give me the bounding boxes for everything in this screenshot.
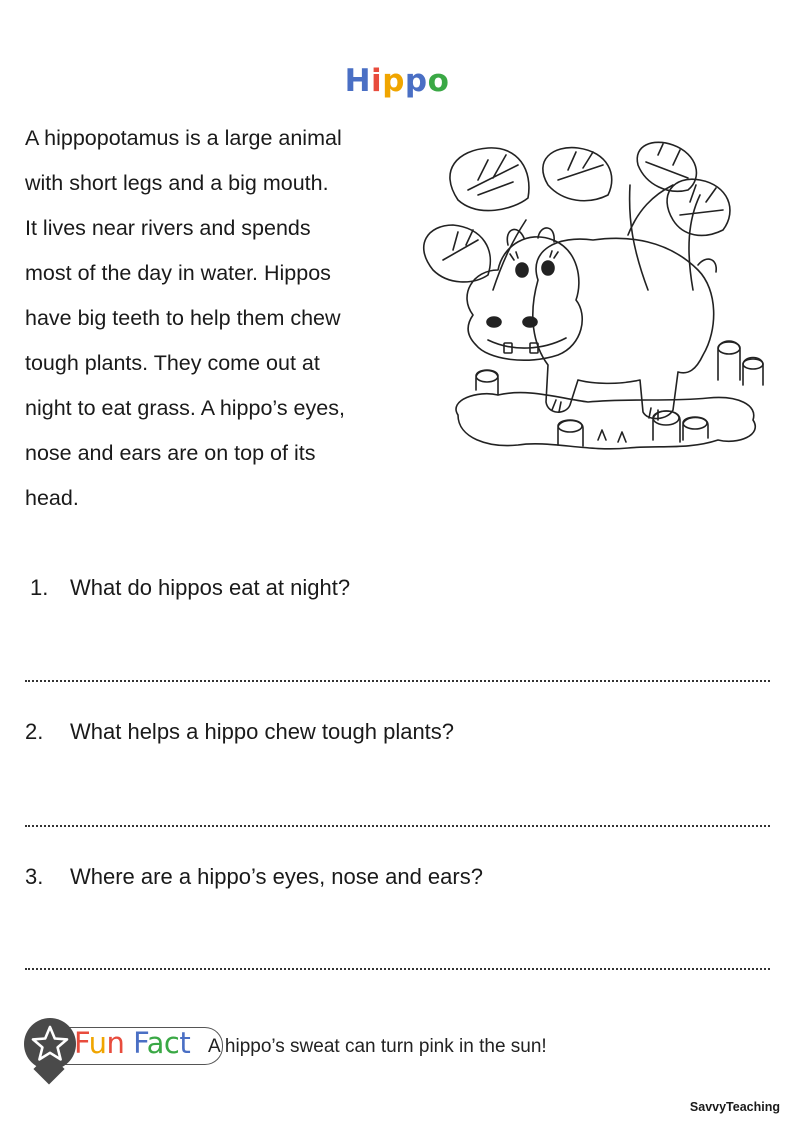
question-text: What do hippos eat at night? xyxy=(70,575,351,600)
question-number: 2. xyxy=(25,719,44,744)
fun-fact-text: A hippo’s sweat can turn pink in the sun! xyxy=(208,1036,547,1057)
fun-fact-letter xyxy=(124,1026,133,1060)
title-letter: p xyxy=(404,62,428,99)
passage-line: head. xyxy=(25,486,79,510)
fun-fact-letter: u xyxy=(88,1026,107,1060)
question-number: 1. xyxy=(30,575,49,600)
answer-line-2[interactable] xyxy=(25,825,770,827)
hippo-illustration xyxy=(418,140,778,480)
passage-line: most of the day in water. Hippos xyxy=(25,261,331,285)
fun-fact-letter: n xyxy=(106,1026,125,1060)
passage-line: night to eat grass. A hippo’s eyes, xyxy=(25,396,345,420)
question-text: What helps a hippo chew tough plants? xyxy=(70,719,455,744)
passage-line: have big teeth to help them chew xyxy=(25,306,341,330)
passage-line: with short legs and a big mouth. xyxy=(25,171,329,195)
fun-fact-label xyxy=(74,1026,190,1060)
reading-passage xyxy=(25,116,420,521)
star-icon xyxy=(28,1022,72,1066)
passage-line: tough plants. They come out at xyxy=(25,351,320,375)
title-letter: i xyxy=(371,62,383,99)
passage-line: A hippopotamus is a large animal xyxy=(25,126,342,150)
fun-fact-letter: F xyxy=(133,1026,147,1060)
title-letter: o xyxy=(427,62,450,99)
title-letter: H xyxy=(344,62,372,99)
fun-fact-box xyxy=(24,1014,604,1074)
fun-fact-letter: F xyxy=(74,1026,89,1060)
question-number: 3. xyxy=(25,864,44,889)
passage-line: It lives near rivers and spends xyxy=(25,216,311,240)
title-letter: p xyxy=(382,62,405,99)
question-text: Where are a hippo’s eyes, nose and ears? xyxy=(70,864,483,889)
passage-line: nose and ears are on top of its xyxy=(25,441,316,465)
answer-line-1[interactable] xyxy=(25,680,770,682)
page-title xyxy=(0,63,794,99)
answer-line-3[interactable] xyxy=(25,968,770,970)
fun-fact-letter: a xyxy=(146,1026,164,1060)
fun-fact-letter: t xyxy=(179,1026,191,1060)
brand-footer: SavvyTeaching xyxy=(689,1100,780,1114)
fun-fact-letter: c xyxy=(163,1026,180,1060)
